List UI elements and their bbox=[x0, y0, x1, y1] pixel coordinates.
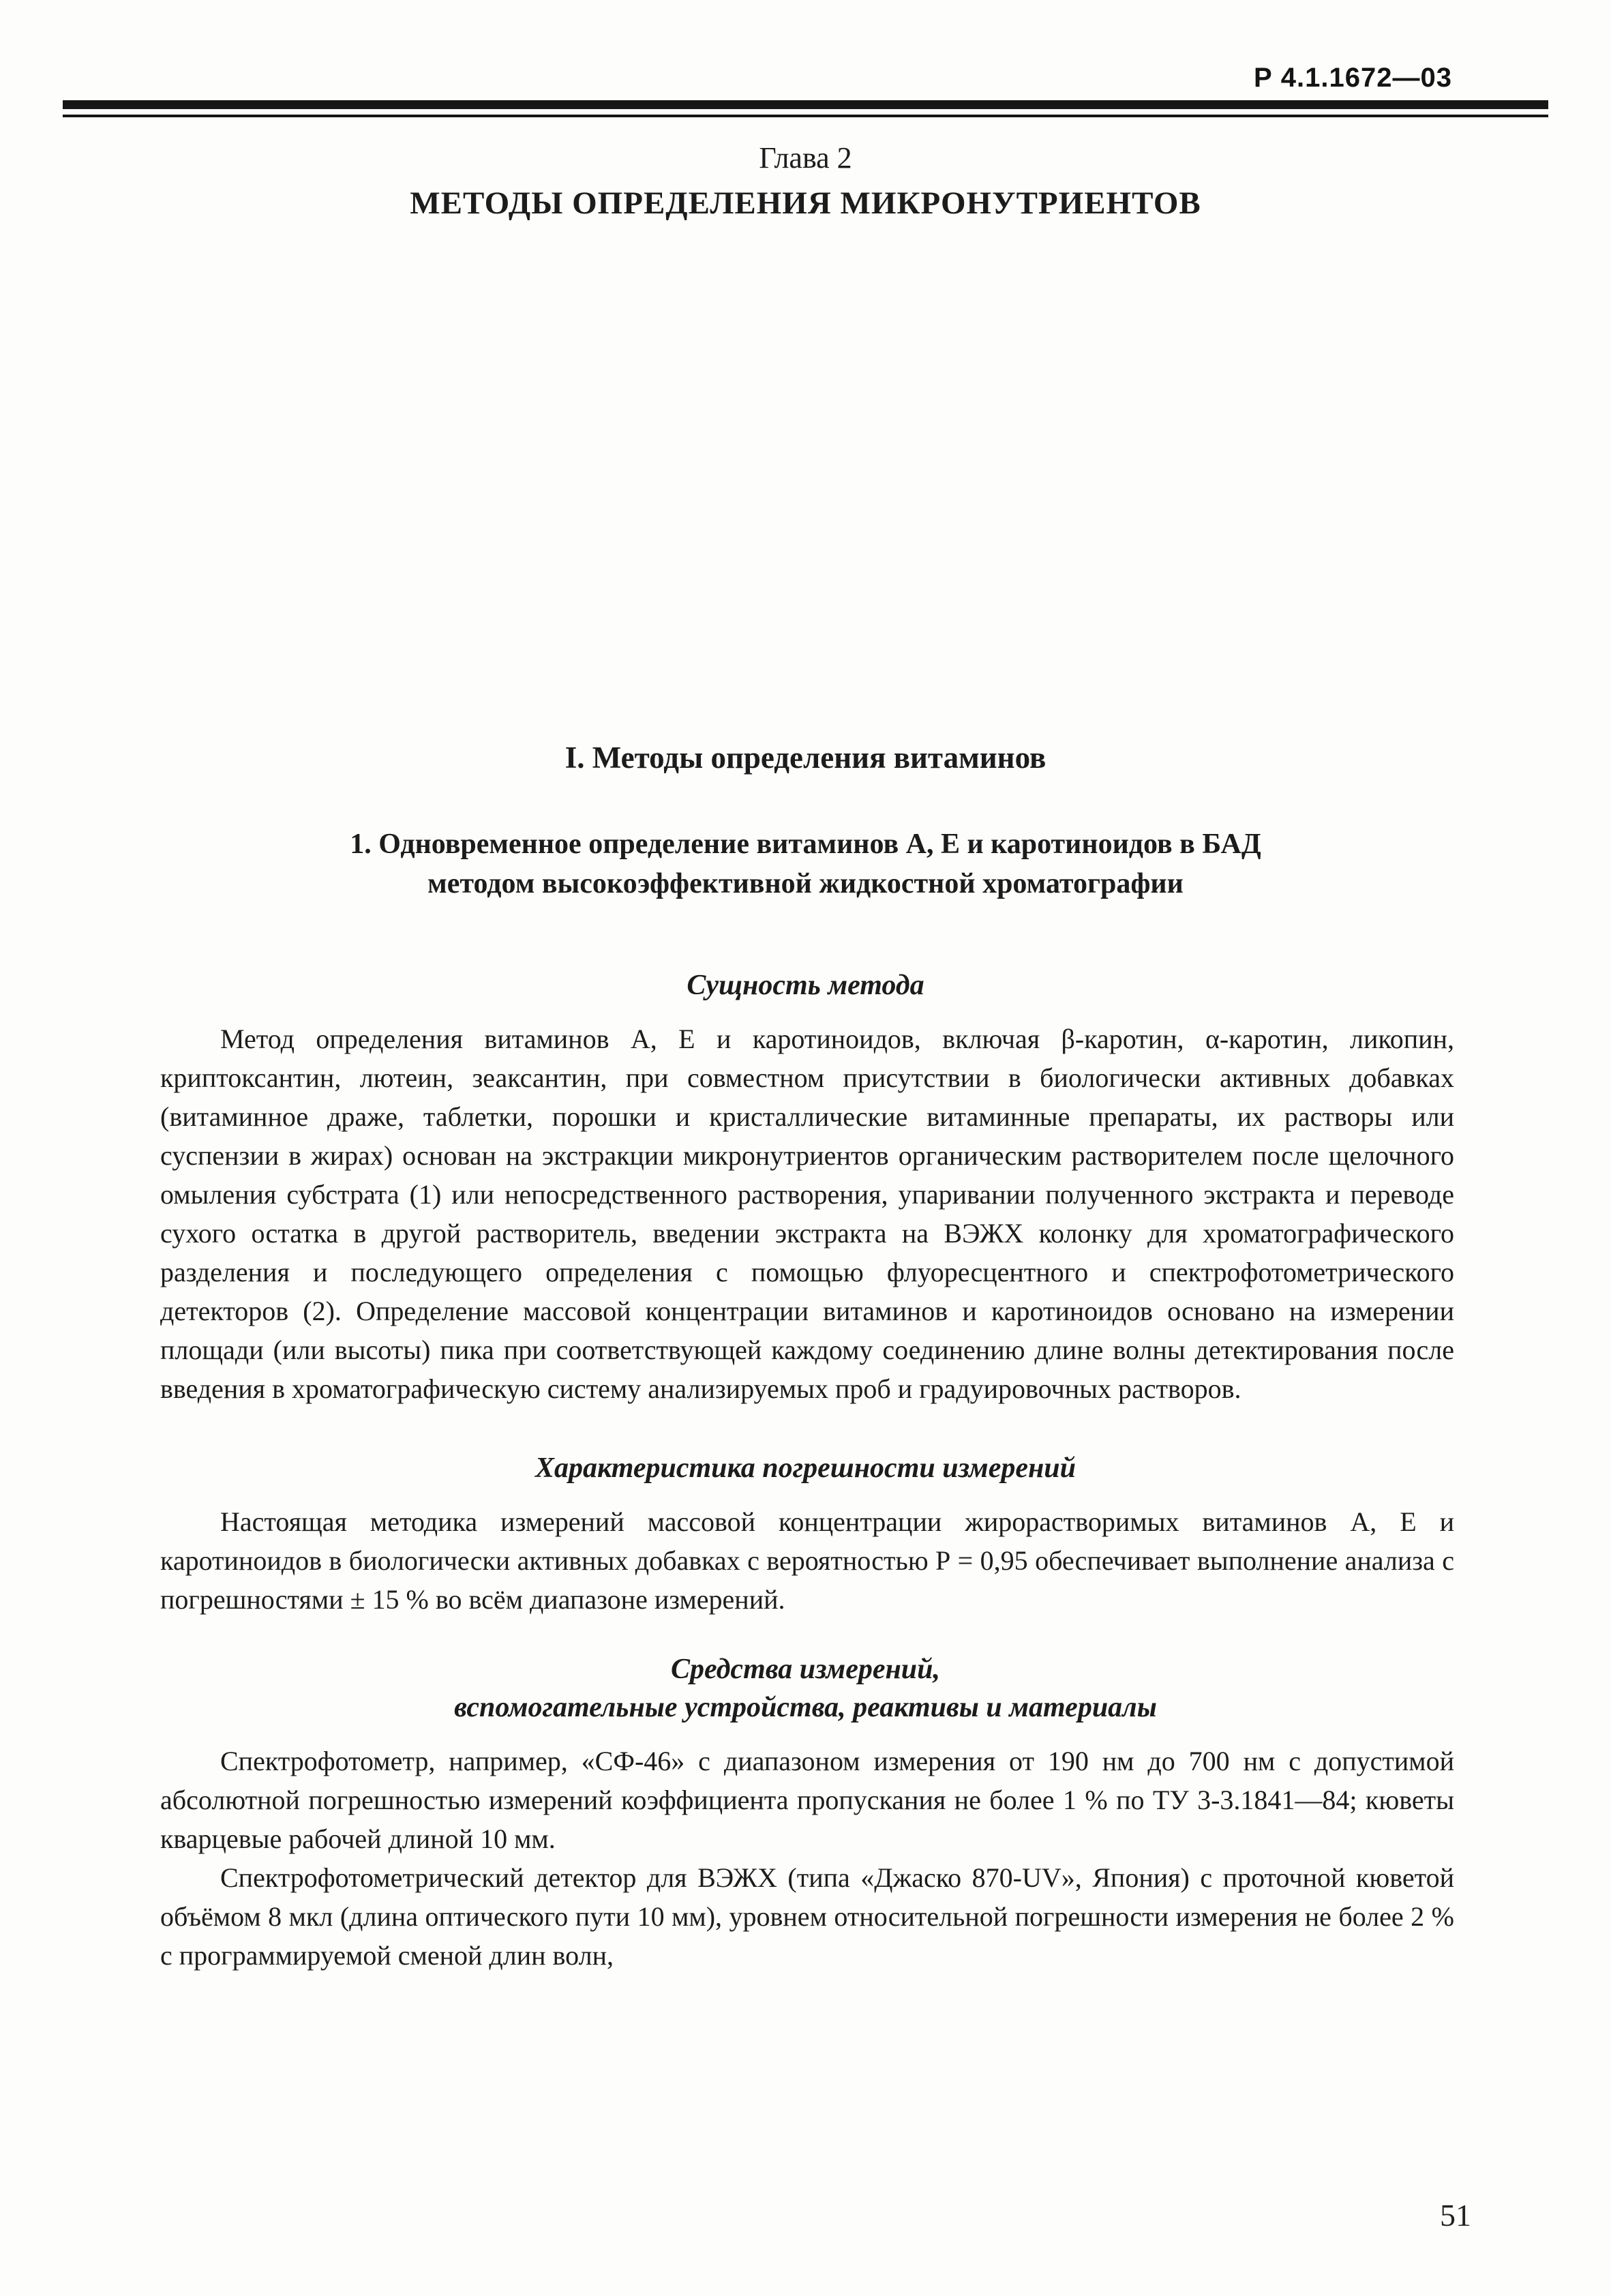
section-heading: I. Методы определения витаминов bbox=[564, 741, 1047, 775]
means-section bbox=[160, 1742, 1454, 1975]
chapter-title: МЕТОДЫ ОПРЕДЕЛЕНИЯ МИКРОНУТРИЕНТОВ bbox=[410, 185, 1201, 221]
means-heading-line1: Средства измерений, bbox=[670, 1654, 941, 1685]
essence-section bbox=[160, 1019, 1454, 1408]
error-section bbox=[160, 1502, 1454, 1619]
chapter-label: Глава 2 bbox=[759, 141, 852, 175]
header-rule bbox=[63, 100, 1548, 117]
subsection-heading-line1: 1. Одновременное определение витаминов А, Е и каротиноидов в БАД bbox=[350, 829, 1261, 860]
essence-heading: Сущность метода bbox=[687, 970, 924, 1001]
essence-paragraph: Метод определения витаминов А, Е и каротиноидов, включая β-каротин, α-каротин, ликопин, криптоксантин, лютеин, зеаксантин, при совместном присутствии в биологически активных добавках (витаминное драже, таблетки, порошки и кристаллические витаминные препараты, их растворы или суспензии в жирах) основан на экстракции микронутриентов органическим растворителем после щелочного омыления субстрата (1) или непосредственного растворения, упаривании полученного экстракта и переводе сухого остатка в другой растворитель, введении экстракта на ВЭЖХ колонку для хроматографического разделения и последующего определения с помощью флуоресцентного и спектрофотометрического детекторов (2). Определение массовой концентрации витаминов и каротиноидов основано на измерении площади (или высоты) пика при соответствующей каждому соединению длине волны детектирования после введения в хроматографическую систему анализируемых проб и градуировочных растворов. bbox=[160, 1024, 1454, 1404]
error-heading: Характеристика погрешности измерений bbox=[535, 1452, 1076, 1484]
means-paragraph-1: Спектрофотометр, например, «СФ-46» с диапазоном измерения от 190 нм до 700 нм с допустимой абсолютной погрешностью измерений коэффициента пропускания не более 1 % по ТУ 3-3.1841—84; кюветы кварцевые рабочей длиной 10 мм. bbox=[160, 1746, 1454, 1854]
subsection-heading bbox=[0, 824, 1611, 904]
page-number: 51 bbox=[1440, 2198, 1471, 2233]
doc-code: Р 4.1.1672—03 bbox=[1254, 63, 1452, 93]
means-paragraph-2: Спектрофотометрический детектор для ВЭЖХ (типа «Джаско 870-UV», Япония) с проточной кюветой объёмом 8 мкл (длина оптического пути 10 мм), уровнем относительной погрешности измерения не более 2 % с программируемой сменой длин волн, bbox=[160, 1862, 1454, 1971]
means-heading-line2: вспомогательные устройства, реактивы и материалы bbox=[454, 1692, 1157, 1723]
subsection-heading-line2: методом высокоэффективной жидкостной хроматографии bbox=[427, 868, 1184, 899]
means-heading bbox=[0, 1650, 1611, 1727]
error-paragraph: Настоящая методика измерений массовой концентрации жирорастворимых витаминов А, Е и каротиноидов в биологически активных добавках с вероятностью Р = 0,95 обеспечивает выполнение анализа с погрешностями ± 15 % во всём диапазоне измерений. bbox=[160, 1506, 1454, 1615]
